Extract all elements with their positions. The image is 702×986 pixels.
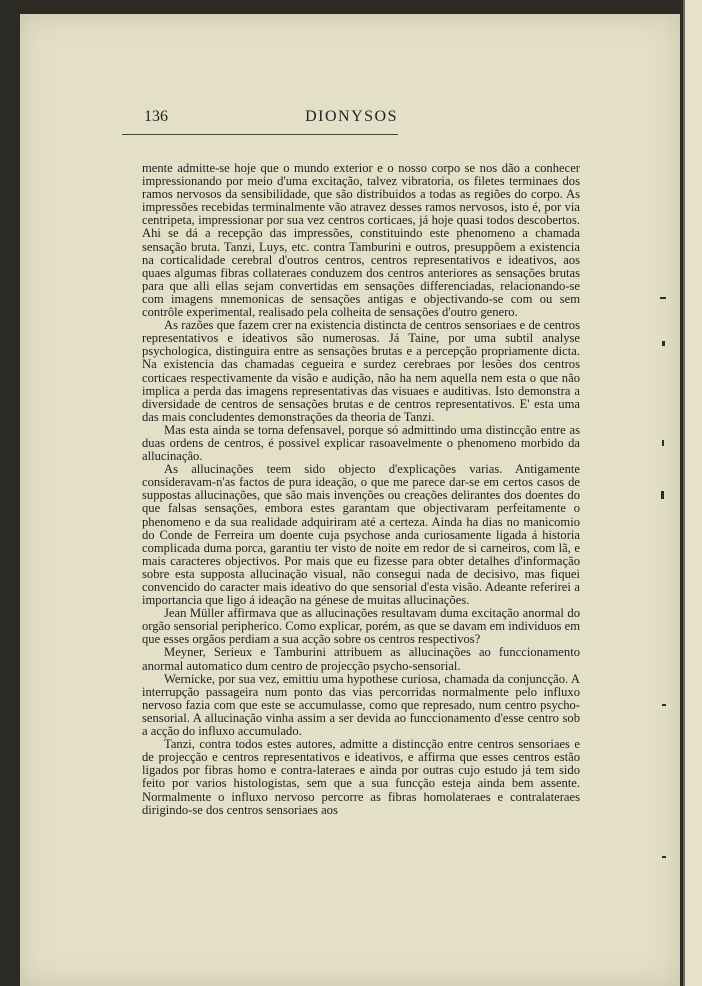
- margin-speck: [660, 297, 666, 299]
- paragraph-8: Tanzi, contra todos estes autores, admitte a distincção entre centros sensoriaes e de projecção e centros representativos e ideativos, e affirma que esses centros estão ligados por fibras homo e contra-lateraes e ainda por outras cujo estudo já tem sido feito por varios histologistas, sem que a sua funcção esteja ainda bem assente. Normalmente o influxo nervoso percorre as fibras homolateraes e contralateraes dirigindo-se dos centros sensoriaes aos: [142, 737, 580, 817]
- paragraph-6: Meyner, Serieux e Tamburini attribuem as allucinações ao funccionamento anormal automatico dum centro de projecção psycho-sensorial.: [142, 645, 580, 673]
- margin-speck: [661, 491, 664, 499]
- page-number: 136: [144, 108, 168, 125]
- paragraph-7: Wernicke, por sua vez, emittiu uma hypothese curiosa, chamada da conjuncção. A interrupção passageira num ponto das vias percorridas normalmente pelo influxo nervoso fazia com que este se accumulasse, como que represado, num centro psycho-sensorial. A allucinação vinha assim a ser devida ao funccionamento d'esse centro sob a acção do influxo accumulado.: [142, 671, 580, 739]
- body-text: [142, 162, 580, 817]
- running-title: DIONYSOS: [305, 108, 398, 125]
- paragraph-5: Jean Müller affirmava que as allucinações resultavam duma excitação anormal do orgão sensorial peripherico. Como explicar, porém, as que se davam em individuos em que esses orgãos perdiam a sua acção sobre os centros respectivos?: [142, 606, 580, 647]
- margin-speck: [662, 341, 665, 346]
- margin-speck: [662, 440, 664, 446]
- paragraph-3: Mas esta ainda se torna defensavel, porque só admittindo uma distincção entre as duas ordens de centros, é possivel explicar rasoavelmente o phenomeno morbido da allucinação.: [142, 422, 580, 464]
- paragraph-4: As allucinações teem sido objecto d'explicações varias. Antigamente consideravam-n'as factos de pura ideação, o que me parece dar-se em certos casos de suppostas allucinações, que são mais invenções ou creações delirantes dos doentes do que falsas sensações, embora estes garantam que objectivaram perfeitamente o phenomeno e da sua realidade adquiriram até a certeza. Ainda ha dias no manicomio do Conde de Ferreira um doente cuja psychose anda curiosamente ligada á historia complicada duma porca, garantiu ter visto de noite em redor de si carneiros, com lã, e mais caracteres objectivos. Por mais que eu fizesse para obter detalhes d'informação sobre esta supposta allucinação visual, não consegui nada de decisivo, mas fiquei convencido do caracter mais ideativo do que sensorial d'esta visão. Adeante referirei a importancia que ligo á ideação na génese de muitas allucinações.: [142, 462, 580, 608]
- adjacent-page-edge: [683, 0, 702, 986]
- paragraph-2: As razões que fazem crer na existencia distincta de centros sensoriaes e de centros representativos e ideativos são numerosas. Já Taine, por uma subtil analyse psychologica, distinguira entre as sensações brutas e a percepção propriamente dicta. Na existencia das chamadas cegueira e surdez cerebraes por lesões dos centros corticaes respectivamente da visão e audição, não ha nem aquella nem esta o que não implica a perda das imagens representativas das visuaes e auditivas. Isto demonstra a diversidade de centros de sensações brutas e de centros representativos. E' esta uma das mais concludentes demonstrações da theoria de Tanzi.: [142, 318, 580, 424]
- paragraph-1: mente admitte-se hoje que o mundo exterior e o nosso corpo se nos dão a conhecer impressionando por meio d'uma excitação, talvez vibratoria, os filetes terminaes dos ramos nervosos da sensibilidade, que são distribuidos a todas as regiões do corpo. As impressões recebidas terminalmente vão atravez desses ramos nervosos, isto é, por via centripeta, impressionar por sua vez centros corticaes, já hoje quasi todos descobertos. Ahi se dá a recepção das impressões, constituindo este phenomeno a chamada sensação bruta. Tanzi, Luys, etc. contra Tamburini e outros, presuppõem a existencia na corticalidade cerebral d'outros centros, centros representativos e ideativos, aos quaes algumas fibras collateraes conduzem dos centros anteriores as sensações brutas para que alli ellas sejam convertidas em sensações differenciadas, relacionando-se com imagens mnemonicas de sensações antigas e objectivando-se com ou sem contrôle experimental, realisado pela colheita de sensações d'outro genero.: [142, 161, 580, 320]
- margin-speck: [662, 704, 666, 706]
- page-header: [122, 108, 398, 135]
- margin-speck: [662, 856, 666, 858]
